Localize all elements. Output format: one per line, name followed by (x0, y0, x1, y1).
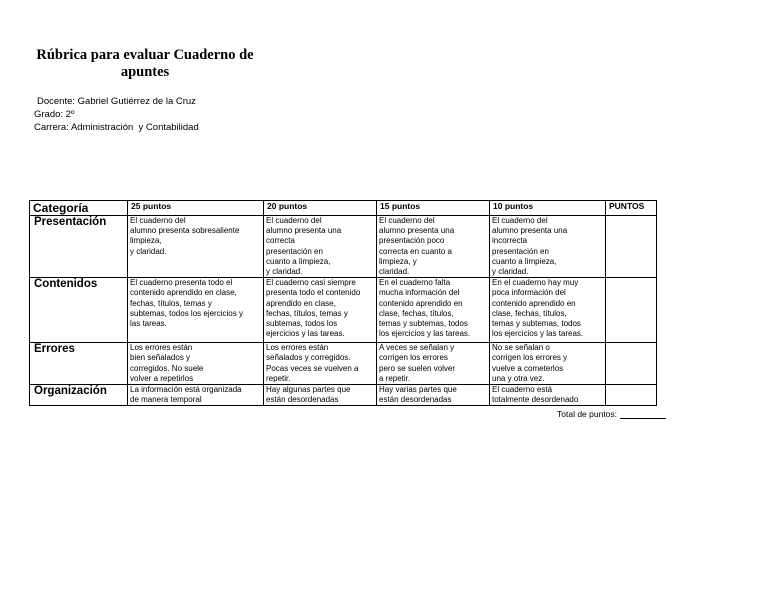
category-errores: Errores (30, 343, 128, 385)
score-cell[interactable] (606, 216, 657, 278)
header-categoria: Categoría (30, 201, 128, 216)
criteria-cell: A veces se señalan y corrigen los errores pero se suelen volver a repetir. (377, 343, 490, 385)
total-blank-line[interactable] (620, 409, 666, 419)
carrera-line: Carrera: Administración y Contabilidad (34, 122, 199, 133)
category-organizacion: Organización (30, 385, 128, 406)
header-20-puntos: 20 puntos (264, 201, 377, 216)
header-puntos: PUNTOS (606, 201, 657, 216)
score-cell[interactable] (606, 343, 657, 385)
criteria-cell: El cuaderno está totalmente desordenado (490, 385, 606, 406)
criteria-cell: Los errores están bien señalados y corregidos. No suele volver a repetirlos (128, 343, 264, 385)
score-cell[interactable] (606, 385, 657, 406)
total-label: Total de puntos: (557, 409, 618, 419)
criteria-cell: El cuaderno presenta todo el contenido aprendido en clase, fechas, títulos, temas y subtemas, todos los ejercicios y las tareas. (128, 278, 264, 343)
criteria-cell: El cuaderno del alumno presenta una correcta presentación en cuanto a limpieza, y claridad. (264, 216, 377, 278)
criteria-cell: No se señalan o corrigen los errores y vuelve a cometerlos una y otra vez. (490, 343, 606, 385)
document-title: Rúbrica para evaluar Cuaderno de apuntes (36, 47, 254, 80)
criteria-cell: La información está organizada de manera temporal (128, 385, 264, 406)
table-header-row (30, 201, 657, 216)
criteria-cell: El cuaderno del alumno presenta sobresaliente limpieza, y claridad. (128, 216, 264, 278)
table-row (30, 216, 657, 278)
table-row (30, 343, 657, 385)
score-cell[interactable] (606, 278, 657, 343)
table-row (30, 385, 657, 406)
grado-line: Grado: 2º (34, 109, 75, 120)
category-presentacion: Presentación (30, 216, 128, 278)
table-row (30, 278, 657, 343)
header-10-puntos: 10 puntos (490, 201, 606, 216)
criteria-cell: El cuaderno del alumno presenta una incorrecta presentación en cuanto a limpieza, y claridad. (490, 216, 606, 278)
criteria-cell: En el cuaderno hay muy poca información del contenido aprendido en clase, fechas, títulos, temas y subtemas, todos los ejercicios y las tareas. (490, 278, 606, 343)
total-points (557, 409, 666, 419)
criteria-cell: Hay algunas partes que están desordenadas (264, 385, 377, 406)
criteria-cell: Hay varias partes que están desordenadas (377, 385, 490, 406)
criteria-cell: Los errores están señalados y corregidos. Pocas veces se vuelven a repetir. (264, 343, 377, 385)
category-contenidos: Contenidos (30, 278, 128, 343)
criteria-cell: El cuaderno casi siempre presenta todo el contenido aprendido en clase, fechas, títulos, temas y subtemas, todos los ejercicios y las tareas. (264, 278, 377, 343)
criteria-cell: En el cuaderno falta mucha información del contenido aprendido en clase, fechas, títulos, temas y subtemas, todos los ejercicios y las tareas. (377, 278, 490, 343)
criteria-cell: El cuaderno del alumno presenta una presentación poco correcta en cuanto a limpieza, y claridad. (377, 216, 490, 278)
docente-line: Docente: Gabriel Gutiérrez de la Cruz (37, 96, 196, 107)
header-15-puntos: 15 puntos (377, 201, 490, 216)
header-25-puntos: 25 puntos (128, 201, 264, 216)
rubric-table (29, 200, 657, 406)
